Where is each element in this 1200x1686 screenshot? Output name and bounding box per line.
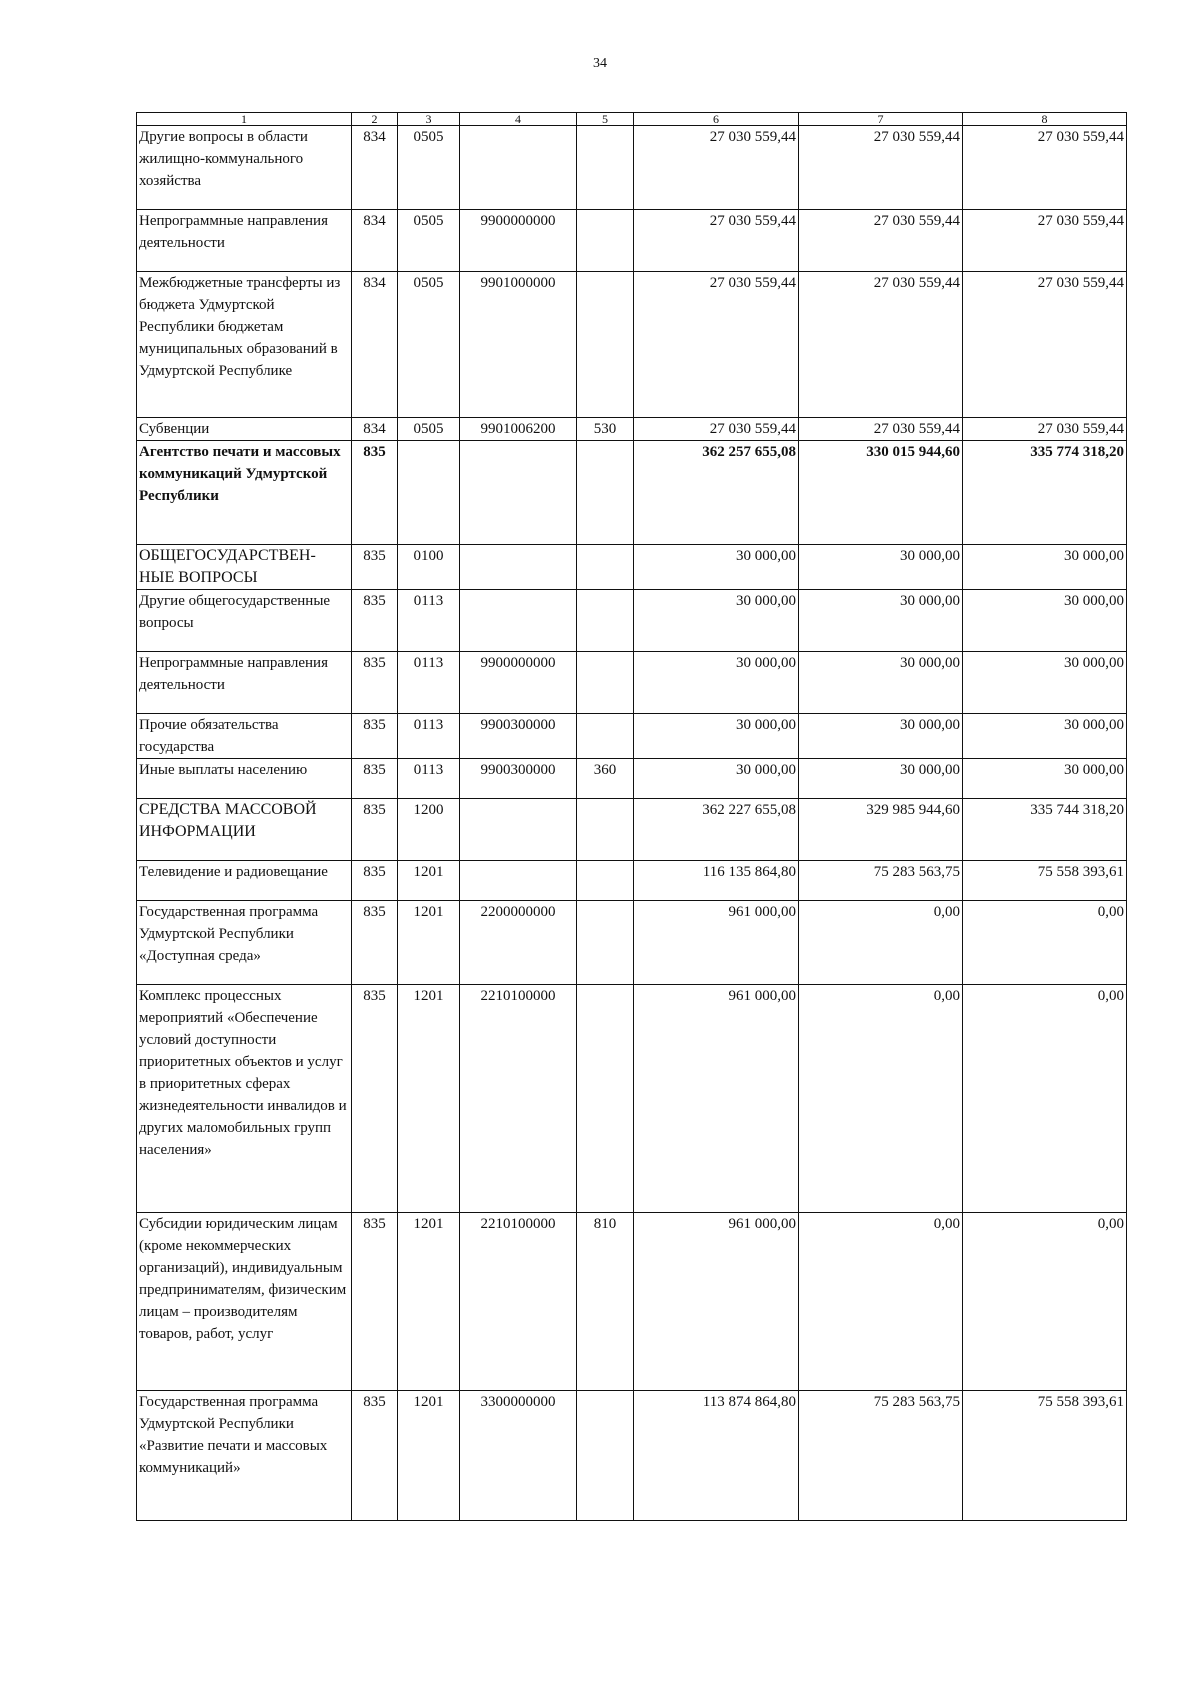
row-amount-1: 362 257 655,08: [634, 441, 799, 545]
row-name: Межбюджетные трансферты из бюджета Удмуртской Республики бюджетам муниципальных образований в Удмуртской Республике: [137, 272, 352, 418]
row-expense-type-code: [577, 441, 634, 545]
row-department-code: 835: [352, 1213, 398, 1391]
row-amount-2: 27 030 559,44: [799, 210, 963, 272]
row-target-code: 9900000000: [460, 652, 577, 714]
row-target-code: 2200000000: [460, 901, 577, 985]
row-department-code: 834: [352, 210, 398, 272]
row-section-code: 1201: [398, 1213, 460, 1391]
row-amount-2: 27 030 559,44: [799, 126, 963, 210]
row-section-code: 1201: [398, 861, 460, 901]
row-amount-2: 30 000,00: [799, 759, 963, 799]
row-amount-2: 0,00: [799, 901, 963, 985]
table-row: [137, 210, 1127, 272]
row-expense-type-code: [577, 799, 634, 861]
row-amount-3: 30 000,00: [963, 714, 1127, 759]
row-amount-3: 27 030 559,44: [963, 272, 1127, 418]
row-amount-2: 30 000,00: [799, 545, 963, 590]
row-expense-type-code: [577, 652, 634, 714]
row-section-code: 0113: [398, 714, 460, 759]
row-amount-1: 961 000,00: [634, 1213, 799, 1391]
table-row: [137, 1213, 1127, 1391]
row-target-code: [460, 126, 577, 210]
row-target-code: [460, 545, 577, 590]
row-amount-2: 0,00: [799, 985, 963, 1213]
row-expense-type-code: 810: [577, 1213, 634, 1391]
row-amount-3: 30 000,00: [963, 652, 1127, 714]
row-section-code: 0100: [398, 545, 460, 590]
row-section-code: 0113: [398, 652, 460, 714]
column-number: 8: [963, 113, 1127, 126]
row-section-code: 1200: [398, 799, 460, 861]
column-number: 2: [352, 113, 398, 126]
row-amount-1: 27 030 559,44: [634, 210, 799, 272]
row-section-code: 1201: [398, 1391, 460, 1521]
row-amount-2: 30 000,00: [799, 652, 963, 714]
row-section-code: 0505: [398, 418, 460, 441]
row-department-code: 835: [352, 759, 398, 799]
row-expense-type-code: [577, 126, 634, 210]
table-row: [137, 418, 1127, 441]
row-target-code: [460, 441, 577, 545]
row-department-code: 835: [352, 799, 398, 861]
row-name: Телевидение и радиовещание: [137, 861, 352, 901]
row-department-code: 835: [352, 1391, 398, 1521]
row-amount-2: 30 000,00: [799, 590, 963, 652]
row-amount-2: 329 985 944,60: [799, 799, 963, 861]
row-amount-3: 30 000,00: [963, 545, 1127, 590]
row-amount-1: 961 000,00: [634, 985, 799, 1213]
row-name: Иные выплаты населению: [137, 759, 352, 799]
row-expense-type-code: 360: [577, 759, 634, 799]
row-amount-2: 0,00: [799, 1213, 963, 1391]
row-target-code: 9901000000: [460, 272, 577, 418]
row-amount-1: 113 874 864,80: [634, 1391, 799, 1521]
row-amount-3: 335 744 318,20: [963, 799, 1127, 861]
row-department-code: 835: [352, 714, 398, 759]
column-number: 7: [799, 113, 963, 126]
row-expense-type-code: 530: [577, 418, 634, 441]
row-department-code: 835: [352, 861, 398, 901]
row-department-code: 834: [352, 418, 398, 441]
row-section-code: 0505: [398, 126, 460, 210]
row-amount-1: 27 030 559,44: [634, 272, 799, 418]
row-amount-2: 75 283 563,75: [799, 861, 963, 901]
table-row: [137, 861, 1127, 901]
table-row: [137, 714, 1127, 759]
row-section-code: 1201: [398, 901, 460, 985]
row-name: Комплекс процессных мероприятий «Обеспечение условий доступности приоритетных объектов и услуг в приоритетных сферах жизнедеятельности инвалидов и других маломобильных групп населения»: [137, 985, 352, 1213]
row-section-code: 0113: [398, 759, 460, 799]
row-target-code: [460, 590, 577, 652]
row-name: Прочие обязательства государства: [137, 714, 352, 759]
row-name: Субвенции: [137, 418, 352, 441]
row-amount-2: 27 030 559,44: [799, 418, 963, 441]
table-row: [137, 985, 1127, 1213]
row-amount-1: 30 000,00: [634, 759, 799, 799]
row-name: Агентство печати и массовых коммуникаций Удмуртской Республики: [137, 441, 352, 545]
table-row: [137, 272, 1127, 418]
row-expense-type-code: [577, 985, 634, 1213]
row-expense-type-code: [577, 901, 634, 985]
table-row: [137, 590, 1127, 652]
row-department-code: 834: [352, 126, 398, 210]
row-amount-1: 362 227 655,08: [634, 799, 799, 861]
row-amount-3: 0,00: [963, 985, 1127, 1213]
row-amount-3: 0,00: [963, 1213, 1127, 1391]
row-target-code: 9900000000: [460, 210, 577, 272]
table-row: [137, 759, 1127, 799]
row-name: Другие общегосударственные вопросы: [137, 590, 352, 652]
column-number: 3: [398, 113, 460, 126]
column-number: 6: [634, 113, 799, 126]
row-amount-1: 30 000,00: [634, 545, 799, 590]
row-amount-3: 75 558 393,61: [963, 1391, 1127, 1521]
page-number: 34: [593, 56, 607, 71]
row-section-code: 0505: [398, 272, 460, 418]
row-name: Непрограммные направления деятельности: [137, 210, 352, 272]
row-section-code: 0113: [398, 590, 460, 652]
table-row: [137, 545, 1127, 590]
row-section-code: 0505: [398, 210, 460, 272]
row-section-code: [398, 441, 460, 545]
row-amount-1: 116 135 864,80: [634, 861, 799, 901]
row-name: Государственная программа Удмуртской Республики «Развитие печати и массовых коммуникаций»: [137, 1391, 352, 1521]
row-department-code: 834: [352, 272, 398, 418]
row-expense-type-code: [577, 1391, 634, 1521]
row-target-code: 9901006200: [460, 418, 577, 441]
row-amount-3: 27 030 559,44: [963, 126, 1127, 210]
row-department-code: 835: [352, 652, 398, 714]
row-section-code: 1201: [398, 985, 460, 1213]
row-expense-type-code: [577, 210, 634, 272]
row-amount-2: 30 000,00: [799, 714, 963, 759]
row-target-code: [460, 861, 577, 901]
row-amount-3: 27 030 559,44: [963, 418, 1127, 441]
row-amount-1: 27 030 559,44: [634, 126, 799, 210]
row-amount-1: 30 000,00: [634, 590, 799, 652]
column-number: 1: [137, 113, 352, 126]
row-expense-type-code: [577, 714, 634, 759]
row-target-code: 9900300000: [460, 714, 577, 759]
table-row: [137, 652, 1127, 714]
row-amount-3: 75 558 393,61: [963, 861, 1127, 901]
row-amount-1: 27 030 559,44: [634, 418, 799, 441]
table-body: [137, 126, 1127, 1521]
table-row: [137, 901, 1127, 985]
row-department-code: 835: [352, 545, 398, 590]
table-row: [137, 126, 1127, 210]
table-row: [137, 441, 1127, 545]
row-department-code: 835: [352, 590, 398, 652]
row-expense-type-code: [577, 590, 634, 652]
row-amount-3: 27 030 559,44: [963, 210, 1127, 272]
row-amount-2: 330 015 944,60: [799, 441, 963, 545]
column-number-row: [137, 113, 1127, 126]
row-name: Государственная программа Удмуртской Республики «Доступная среда»: [137, 901, 352, 985]
row-expense-type-code: [577, 272, 634, 418]
row-name: ОБЩЕГОСУДАРСТВЕН-НЫЕ ВОПРОСЫ: [137, 545, 352, 590]
row-amount-2: 27 030 559,44: [799, 272, 963, 418]
row-amount-1: 30 000,00: [634, 652, 799, 714]
row-target-code: 2210100000: [460, 985, 577, 1213]
row-target-code: 3300000000: [460, 1391, 577, 1521]
row-name: Субсидии юридическим лицам (кроме некоммерческих организаций), индивидуальным предпринимателям, физическим лицам – производителям товаров, работ, услуг: [137, 1213, 352, 1391]
row-department-code: 835: [352, 985, 398, 1213]
row-amount-3: 30 000,00: [963, 759, 1127, 799]
row-name: СРЕДСТВА МАССОВОЙ ИНФОРМАЦИИ: [137, 799, 352, 861]
row-expense-type-code: [577, 861, 634, 901]
row-target-code: 9900300000: [460, 759, 577, 799]
row-amount-1: 30 000,00: [634, 714, 799, 759]
row-amount-1: 961 000,00: [634, 901, 799, 985]
row-amount-3: 0,00: [963, 901, 1127, 985]
row-amount-3: 30 000,00: [963, 590, 1127, 652]
column-number: 4: [460, 113, 577, 126]
table-row: [137, 799, 1127, 861]
row-department-code: 835: [352, 901, 398, 985]
row-amount-2: 75 283 563,75: [799, 1391, 963, 1521]
row-amount-3: 335 774 318,20: [963, 441, 1127, 545]
row-target-code: [460, 799, 577, 861]
row-expense-type-code: [577, 545, 634, 590]
row-department-code: 835: [352, 441, 398, 545]
row-name: Непрограммные направления деятельности: [137, 652, 352, 714]
budget-table: [136, 112, 1127, 1521]
row-target-code: 2210100000: [460, 1213, 577, 1391]
row-name: Другие вопросы в области жилищно-коммунального хозяйства: [137, 126, 352, 210]
column-number: 5: [577, 113, 634, 126]
table-row: [137, 1391, 1127, 1521]
